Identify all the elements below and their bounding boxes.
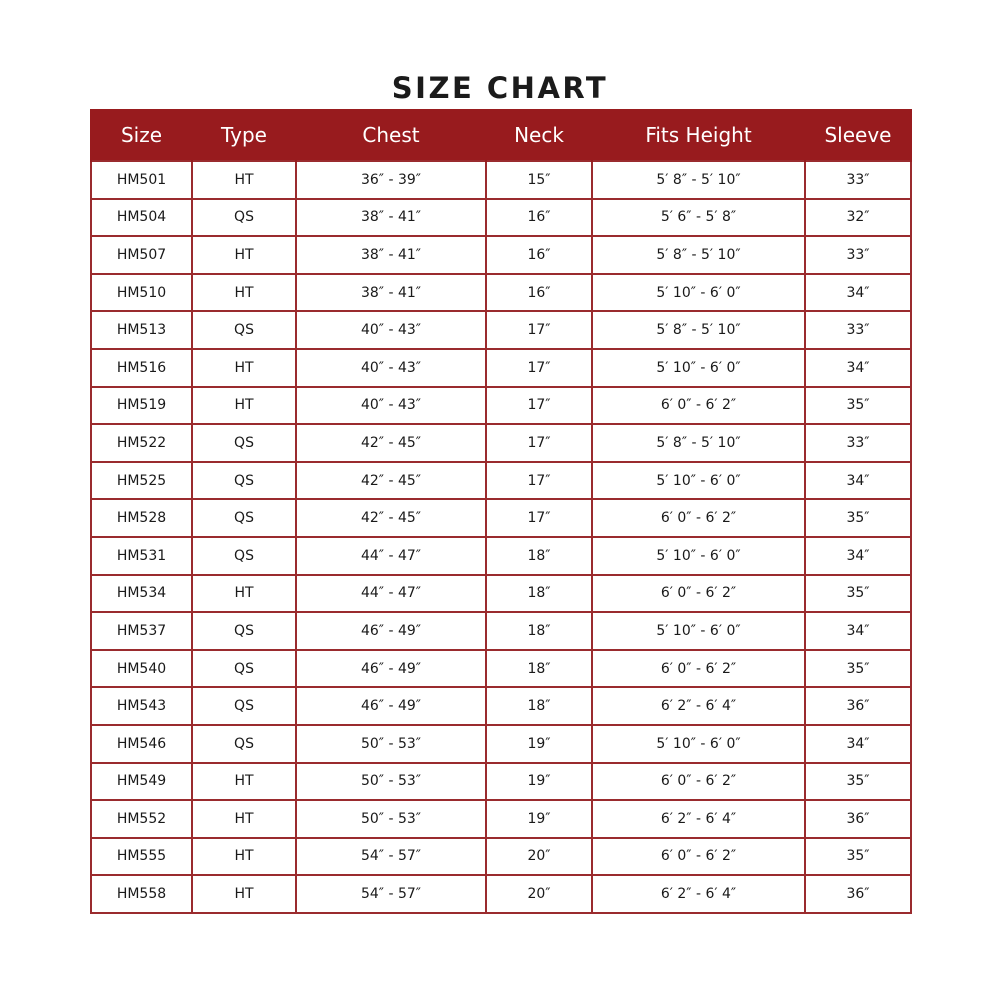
cell-neck: 17″ <box>486 424 592 462</box>
table-row <box>91 687 911 725</box>
cell-sleeve: 34″ <box>805 462 911 500</box>
cell-type: HT <box>192 575 296 613</box>
cell-fits-height: 5′ 10″ - 6′ 0″ <box>592 725 805 763</box>
header-row <box>91 109 911 161</box>
table-row <box>91 349 911 387</box>
table-row <box>91 763 911 801</box>
cell-chest: 38″ - 41″ <box>296 274 486 312</box>
cell-sleeve: 34″ <box>805 537 911 575</box>
cell-type: HT <box>192 763 296 801</box>
cell-neck: 18″ <box>486 687 592 725</box>
cell-fits-height: 6′ 0″ - 6′ 2″ <box>592 499 805 537</box>
column-header-neck: Neck <box>486 109 592 161</box>
table-row <box>91 161 911 199</box>
cell-chest: 38″ - 41″ <box>296 199 486 237</box>
cell-size: HM555 <box>91 838 192 876</box>
cell-type: HT <box>192 161 296 199</box>
cell-neck: 20″ <box>486 875 592 913</box>
cell-size: HM552 <box>91 800 192 838</box>
table-row <box>91 725 911 763</box>
table-row <box>91 537 911 575</box>
cell-size: HM546 <box>91 725 192 763</box>
cell-neck: 17″ <box>486 462 592 500</box>
cell-chest: 40″ - 43″ <box>296 387 486 425</box>
cell-type: HT <box>192 274 296 312</box>
cell-neck: 17″ <box>486 499 592 537</box>
cell-fits-height: 6′ 0″ - 6′ 2″ <box>592 387 805 425</box>
table-row <box>91 236 911 274</box>
table-row <box>91 311 911 349</box>
cell-type: HT <box>192 349 296 387</box>
cell-fits-height: 5′ 8″ - 5′ 10″ <box>592 161 805 199</box>
cell-sleeve: 35″ <box>805 650 911 688</box>
cell-sleeve: 33″ <box>805 236 911 274</box>
cell-size: HM549 <box>91 763 192 801</box>
cell-neck: 18″ <box>486 612 592 650</box>
cell-neck: 19″ <box>486 800 592 838</box>
cell-fits-height: 5′ 10″ - 6′ 0″ <box>592 349 805 387</box>
cell-neck: 18″ <box>486 650 592 688</box>
cell-type: QS <box>192 687 296 725</box>
cell-size: HM537 <box>91 612 192 650</box>
cell-chest: 50″ - 53″ <box>296 763 486 801</box>
cell-neck: 17″ <box>486 387 592 425</box>
cell-size: HM525 <box>91 462 192 500</box>
cell-sleeve: 33″ <box>805 424 911 462</box>
cell-fits-height: 5′ 8″ - 5′ 10″ <box>592 424 805 462</box>
cell-size: HM534 <box>91 575 192 613</box>
table-row <box>91 575 911 613</box>
cell-fits-height: 6′ 2″ - 6′ 4″ <box>592 800 805 838</box>
cell-size: HM513 <box>91 311 192 349</box>
cell-size: HM543 <box>91 687 192 725</box>
cell-chest: 46″ - 49″ <box>296 650 486 688</box>
table-row <box>91 424 911 462</box>
cell-chest: 46″ - 49″ <box>296 612 486 650</box>
cell-neck: 19″ <box>486 725 592 763</box>
cell-fits-height: 6′ 0″ - 6′ 2″ <box>592 575 805 613</box>
cell-size: HM504 <box>91 199 192 237</box>
cell-sleeve: 35″ <box>805 387 911 425</box>
cell-type: QS <box>192 311 296 349</box>
table-row <box>91 387 911 425</box>
cell-type: HT <box>192 800 296 838</box>
table-row <box>91 462 911 500</box>
cell-size: HM501 <box>91 161 192 199</box>
cell-fits-height: 5′ 10″ - 6′ 0″ <box>592 274 805 312</box>
cell-size: HM558 <box>91 875 192 913</box>
cell-size: HM507 <box>91 236 192 274</box>
cell-type: QS <box>192 725 296 763</box>
cell-neck: 18″ <box>486 537 592 575</box>
table-row <box>91 838 911 876</box>
cell-sleeve: 35″ <box>805 838 911 876</box>
cell-sleeve: 34″ <box>805 725 911 763</box>
cell-neck: 16″ <box>486 274 592 312</box>
cell-neck: 17″ <box>486 311 592 349</box>
cell-chest: 50″ - 53″ <box>296 800 486 838</box>
cell-size: HM540 <box>91 650 192 688</box>
cell-sleeve: 32″ <box>805 199 911 237</box>
table-row <box>91 199 911 237</box>
column-header-type: Type <box>192 109 296 161</box>
cell-fits-height: 5′ 10″ - 6′ 0″ <box>592 537 805 575</box>
column-header-chest: Chest <box>296 109 486 161</box>
cell-neck: 16″ <box>486 236 592 274</box>
cell-chest: 42″ - 45″ <box>296 462 486 500</box>
cell-chest: 46″ - 49″ <box>296 687 486 725</box>
cell-fits-height: 6′ 2″ - 6′ 4″ <box>592 687 805 725</box>
cell-type: HT <box>192 387 296 425</box>
table-row <box>91 612 911 650</box>
cell-neck: 18″ <box>486 575 592 613</box>
cell-neck: 20″ <box>486 838 592 876</box>
cell-fits-height: 6′ 0″ - 6′ 2″ <box>592 838 805 876</box>
cell-chest: 40″ - 43″ <box>296 311 486 349</box>
cell-neck: 17″ <box>486 349 592 387</box>
cell-type: QS <box>192 650 296 688</box>
column-header-sleeve: Sleeve <box>805 109 911 161</box>
cell-chest: 38″ - 41″ <box>296 236 486 274</box>
cell-chest: 54″ - 57″ <box>296 838 486 876</box>
cell-type: QS <box>192 462 296 500</box>
cell-sleeve: 36″ <box>805 800 911 838</box>
cell-fits-height: 6′ 0″ - 6′ 2″ <box>592 763 805 801</box>
cell-neck: 16″ <box>486 199 592 237</box>
table-row <box>91 499 911 537</box>
cell-type: HT <box>192 875 296 913</box>
cell-sleeve: 35″ <box>805 575 911 613</box>
cell-chest: 42″ - 45″ <box>296 499 486 537</box>
cell-neck: 19″ <box>486 763 592 801</box>
cell-sleeve: 36″ <box>805 687 911 725</box>
cell-fits-height: 5′ 10″ - 6′ 0″ <box>592 612 805 650</box>
cell-fits-height: 5′ 8″ - 5′ 10″ <box>592 311 805 349</box>
cell-fits-height: 6′ 0″ - 6′ 2″ <box>592 650 805 688</box>
cell-sleeve: 36″ <box>805 875 911 913</box>
cell-type: QS <box>192 424 296 462</box>
cell-chest: 54″ - 57″ <box>296 875 486 913</box>
cell-size: HM528 <box>91 499 192 537</box>
size-chart-table <box>90 109 912 914</box>
table-row <box>91 800 911 838</box>
cell-sleeve: 35″ <box>805 763 911 801</box>
cell-type: QS <box>192 537 296 575</box>
cell-fits-height: 6′ 2″ - 6′ 4″ <box>592 875 805 913</box>
table-row <box>91 274 911 312</box>
cell-fits-height: 5′ 8″ - 5′ 10″ <box>592 236 805 274</box>
cell-fits-height: 5′ 6″ - 5′ 8″ <box>592 199 805 237</box>
column-header-size: Size <box>91 109 192 161</box>
cell-sleeve: 34″ <box>805 274 911 312</box>
cell-chest: 36″ - 39″ <box>296 161 486 199</box>
cell-chest: 42″ - 45″ <box>296 424 486 462</box>
cell-fits-height: 5′ 10″ - 6′ 0″ <box>592 462 805 500</box>
cell-chest: 44″ - 47″ <box>296 575 486 613</box>
cell-type: QS <box>192 612 296 650</box>
cell-type: QS <box>192 499 296 537</box>
cell-sleeve: 33″ <box>805 161 911 199</box>
cell-size: HM516 <box>91 349 192 387</box>
cell-size: HM510 <box>91 274 192 312</box>
cell-size: HM531 <box>91 537 192 575</box>
cell-size: HM522 <box>91 424 192 462</box>
table-row <box>91 650 911 688</box>
cell-sleeve: 34″ <box>805 612 911 650</box>
cell-chest: 40″ - 43″ <box>296 349 486 387</box>
cell-sleeve: 34″ <box>805 349 911 387</box>
table-row <box>91 875 911 913</box>
cell-type: HT <box>192 838 296 876</box>
cell-chest: 44″ - 47″ <box>296 537 486 575</box>
column-header-fits-height: Fits Height <box>592 109 805 161</box>
cell-type: QS <box>192 199 296 237</box>
page-title: SIZE CHART <box>391 71 609 105</box>
cell-sleeve: 35″ <box>805 499 911 537</box>
table-body <box>91 161 911 913</box>
cell-size: HM519 <box>91 387 192 425</box>
cell-neck: 15″ <box>486 161 592 199</box>
cell-sleeve: 33″ <box>805 311 911 349</box>
cell-type: HT <box>192 236 296 274</box>
cell-chest: 50″ - 53″ <box>296 725 486 763</box>
